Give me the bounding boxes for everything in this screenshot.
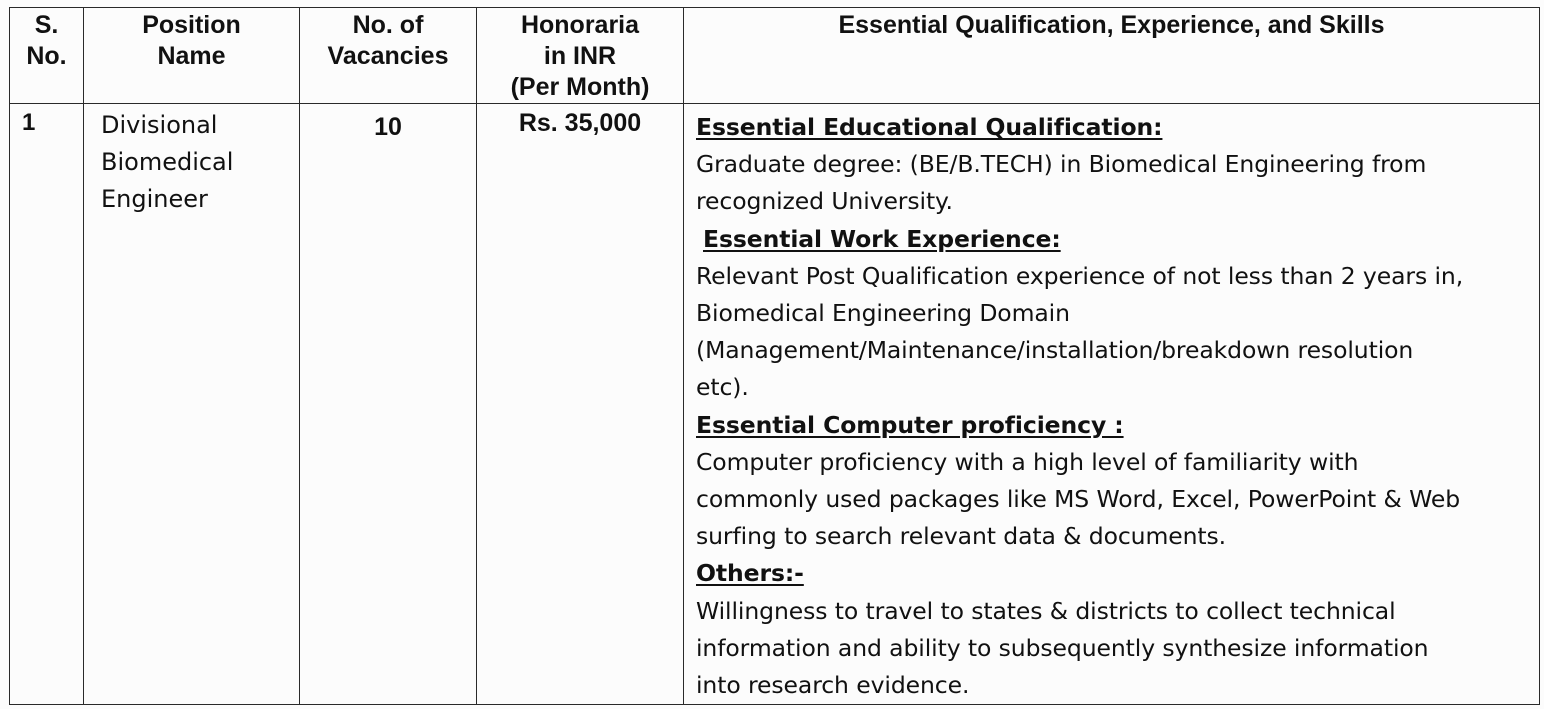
header-vacancies-line: Vacancies [327, 42, 449, 70]
header-sno-line: No. [26, 42, 67, 70]
position-name-line: Biomedical [101, 148, 234, 176]
section-text-line: Graduate degree: (BE/B.TECH) in Biomedical Engineering from [696, 150, 1427, 179]
position-name-line: Divisional [101, 111, 218, 139]
header-qualification: Essential Qualification, Experience, and Skills [684, 8, 1540, 104]
header-position-line: Position [142, 11, 241, 39]
header-vacancies-line: No. of [352, 11, 424, 39]
section-text-line: Biomedical Engineering Domain [696, 299, 1070, 328]
header-position-name [84, 8, 300, 104]
section-text-line: Computer proficiency with a high level of familiarity with [696, 447, 1359, 476]
section-text-line: commonly used packages like MS Word, Excel, PowerPoint & Web [696, 485, 1461, 514]
header-honoraria-line: (Per Month) [510, 73, 650, 101]
cell-position-name [84, 104, 300, 705]
vacancy-table [9, 7, 1540, 705]
section-text-line: Willingness to travel to states & districts to collect technical [696, 596, 1396, 625]
section-text-line: into research evidence. [696, 671, 970, 700]
section-text-line: (Management/Maintenance/installation/breakdown resolution [696, 336, 1414, 365]
header-honoraria [477, 8, 684, 104]
cell-qualification [684, 104, 1540, 705]
header-honoraria-line: Honoraria [520, 11, 640, 39]
section-text-line: etc). [696, 373, 749, 402]
table-row [10, 104, 1540, 705]
position-name-line: Engineer [101, 185, 208, 213]
section-heading-work-experience: Essential Work Experience: [703, 224, 1061, 253]
header-sno-line: S. [34, 11, 59, 39]
section-heading-education: Essential Educational Qualification: [696, 113, 1163, 141]
section-text-line: surfing to search relevant data & documents. [696, 522, 1227, 551]
header-position-line: Name [157, 42, 226, 70]
cell-vacancies: 10 [300, 104, 477, 705]
cell-sno: 1 [10, 104, 84, 705]
header-vacancies [300, 8, 477, 104]
header-honoraria-line: in INR [543, 42, 617, 70]
cell-honoraria: Rs. 35,000 [477, 104, 684, 705]
section-heading-others: Others:- [696, 559, 804, 588]
header-sno [10, 8, 84, 104]
section-heading-computer-proficiency: Essential Computer proficiency : [696, 410, 1124, 439]
section-text-line: information and ability to subsequently synthesize information [696, 633, 1429, 662]
table-header-row [10, 8, 1540, 104]
section-text-line: recognized University. [696, 187, 953, 216]
section-text-line: Relevant Post Qualification experience of not less than 2 years in, [696, 261, 1464, 290]
